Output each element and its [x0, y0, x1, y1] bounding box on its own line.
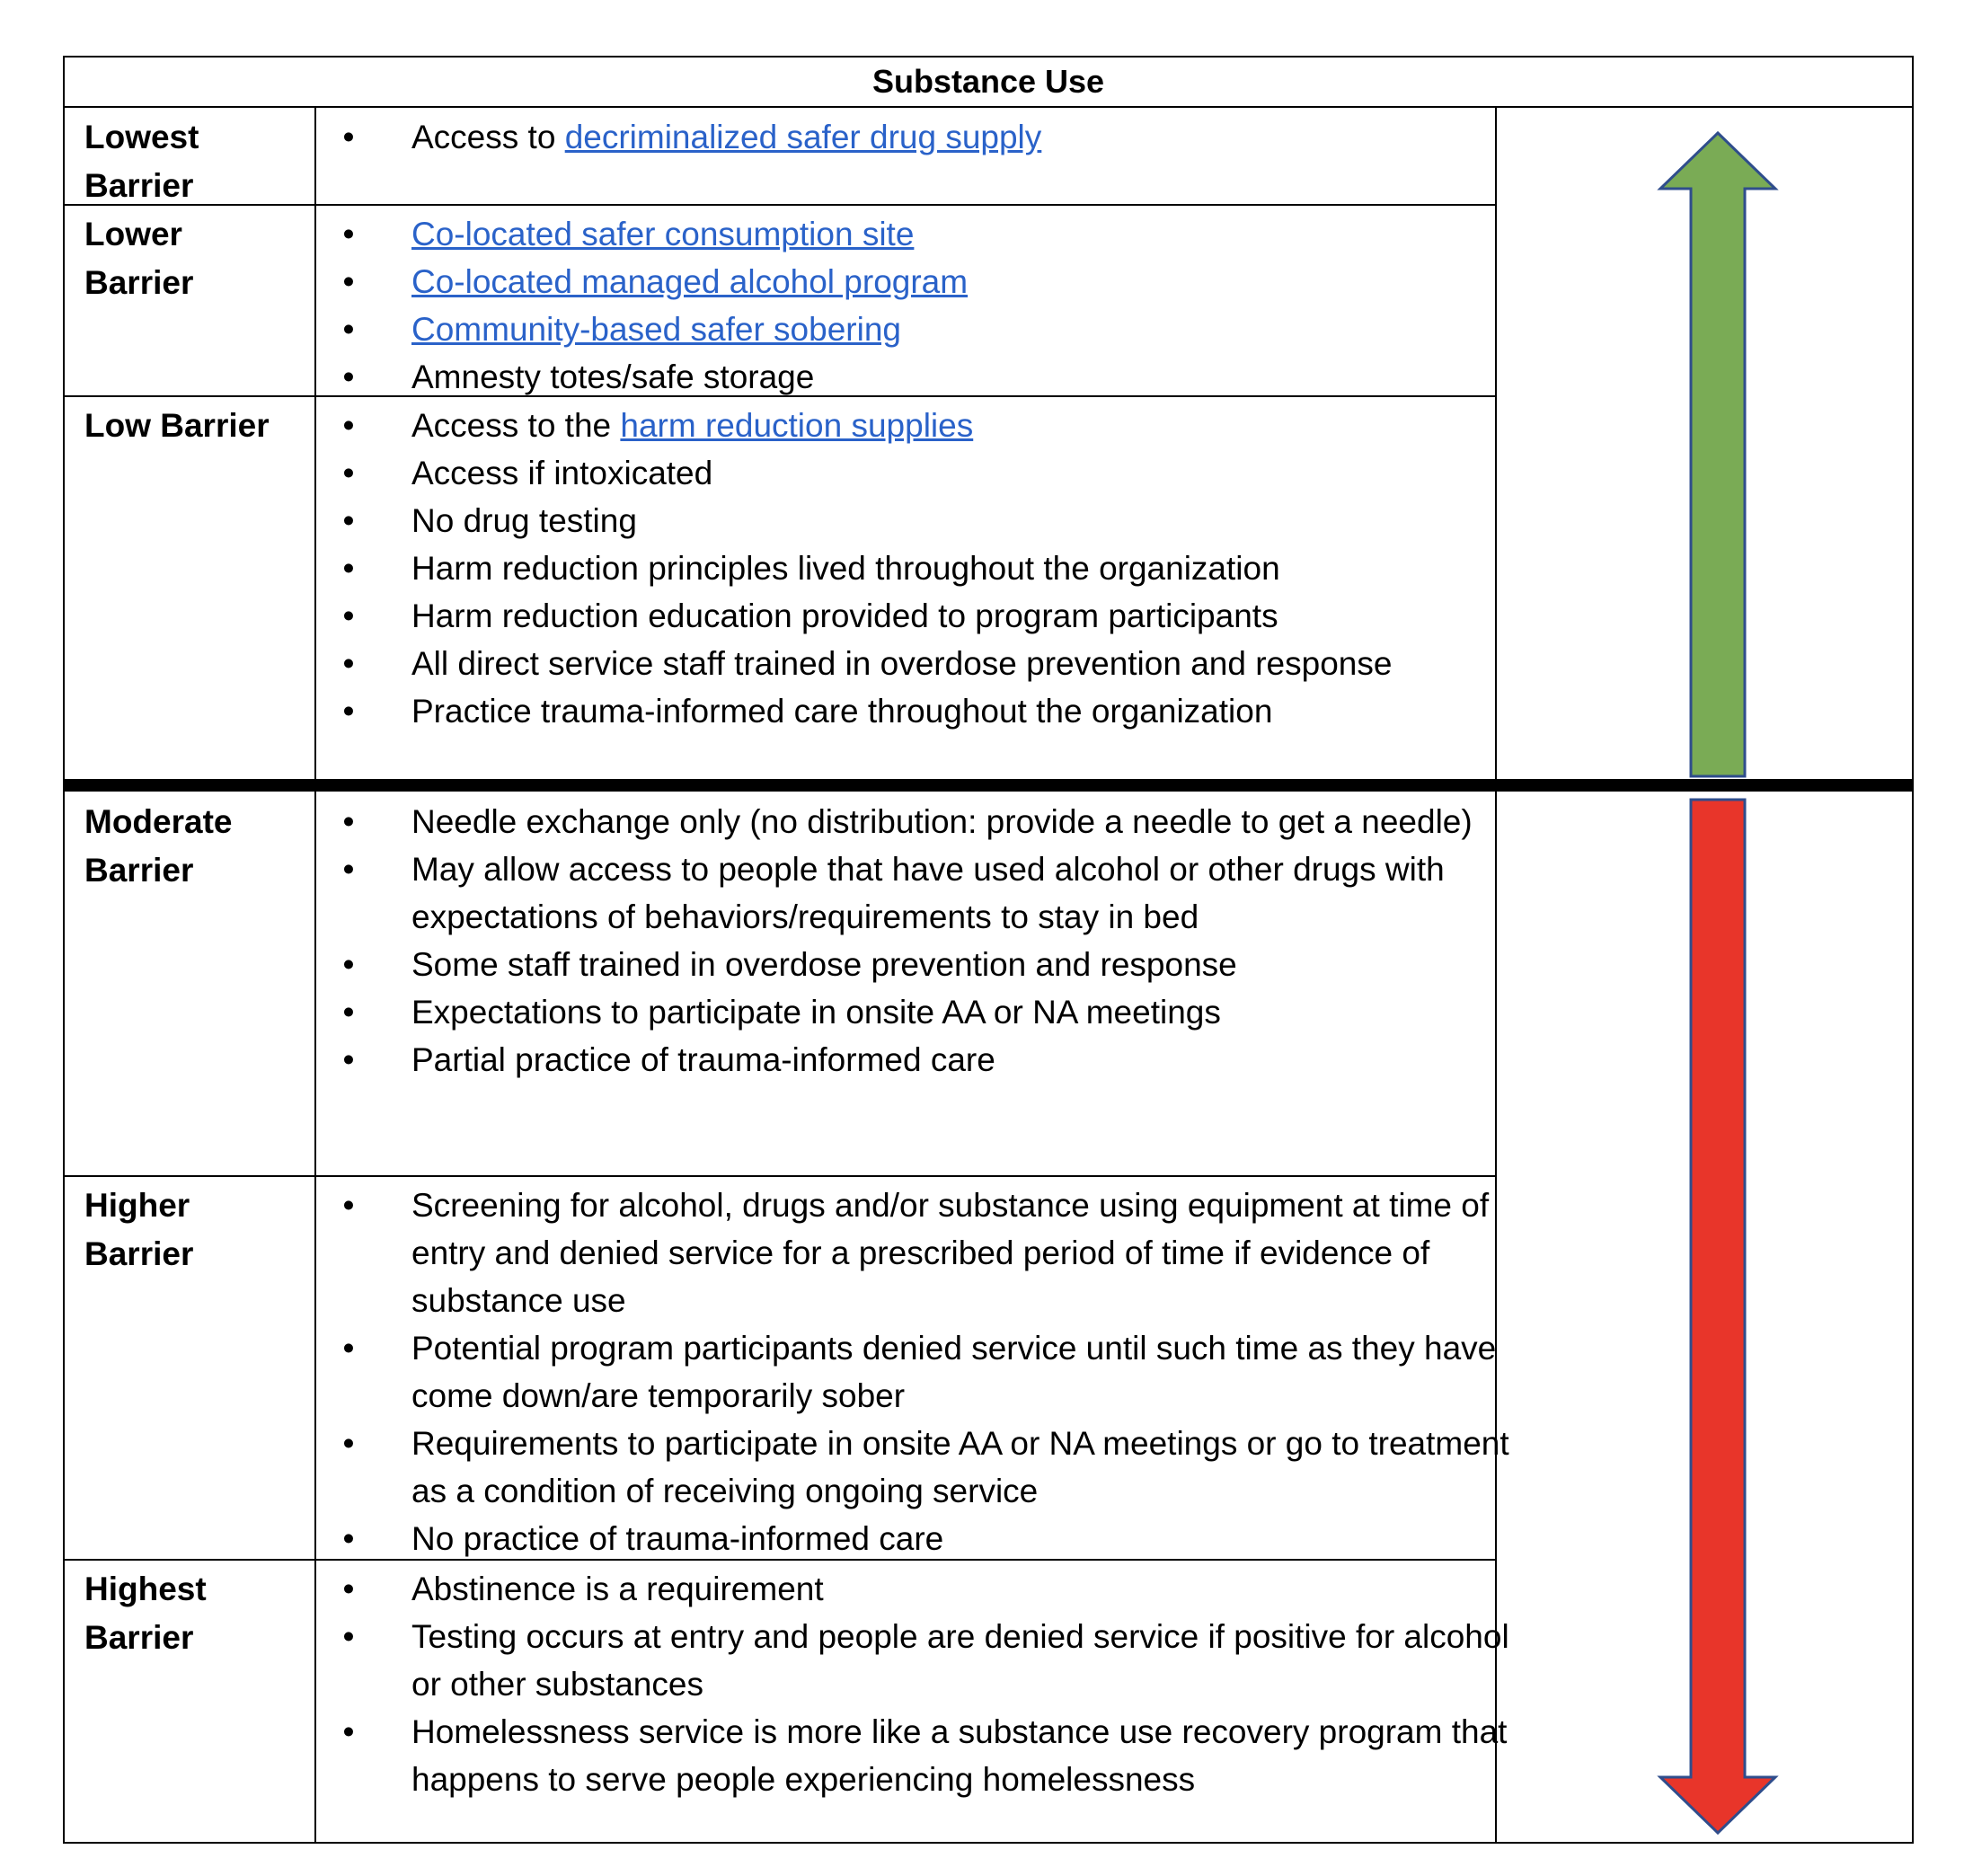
- bullet: •: [342, 851, 355, 888]
- row-label-lowest-barrier: Lowest Barrier: [84, 119, 199, 204]
- substance-use-table: [63, 56, 1914, 1844]
- bullet: •: [342, 263, 355, 300]
- bullet: •: [342, 407, 355, 444]
- bullet: •: [342, 693, 355, 730]
- bullet: •: [342, 1571, 355, 1607]
- bullet: •: [342, 550, 355, 587]
- link-decriminalized-safer-drug-supply[interactable]: decriminalized safer drug supply: [564, 119, 1042, 155]
- list-item: • Expectations to participate in onsite AA or NA meetings: [325, 988, 1538, 1036]
- list-item: • Practice trauma-informed care throughout the organization: [325, 687, 1538, 735]
- link-safer-sobering[interactable]: Community-based safer sobering: [411, 311, 901, 348]
- down-arrow-shape: [1660, 800, 1775, 1833]
- row-label-low-barrier: Low Barrier: [84, 407, 270, 444]
- row-label-lower-barrier: Lower Barrier: [84, 216, 194, 301]
- list-item: • No practice of trauma-informed care: [325, 1515, 1538, 1562]
- row-label-higher-barrier: Higher Barrier: [84, 1187, 194, 1272]
- bullet: •: [342, 1041, 355, 1078]
- list-item: • Requirements to participate in onsite AA or NA meetings or go to treatment as a condition of receiving ongoing service: [325, 1420, 1538, 1515]
- higher-barrier-list: [325, 1181, 1538, 1562]
- lowest-barrier-list: [325, 113, 1538, 161]
- bullet: •: [342, 216, 355, 252]
- table-title: Substance Use: [65, 58, 1912, 108]
- bullet: •: [342, 1713, 355, 1750]
- low-barrier-list: [325, 402, 1538, 735]
- moderate-barrier-list: [325, 798, 1538, 1084]
- list-item: • No drug testing: [325, 497, 1538, 544]
- bullet: •: [342, 645, 355, 682]
- list-item: • Abstinence is a requirement: [325, 1565, 1538, 1613]
- list-item: [325, 305, 1538, 353]
- list-item: • Testing occurs at entry and people are denied service if positive for alcohol or other substances: [325, 1613, 1538, 1708]
- list-item: • Access to decriminalized safer drug supply: [325, 113, 1538, 161]
- list-item: • Homelessness service is more like a substance use recovery program that happens to serve people experiencing homelessness: [325, 1708, 1538, 1803]
- row-divider: [65, 1175, 1497, 1177]
- bullet: •: [342, 1425, 355, 1462]
- list-item: [325, 210, 1538, 258]
- bullet: •: [342, 455, 355, 491]
- list-item: • Harm reduction education provided to program participants: [325, 592, 1538, 640]
- bullet: •: [342, 1330, 355, 1367]
- bullet: •: [342, 358, 355, 395]
- highest-barrier-list: [325, 1565, 1538, 1803]
- bullet: •: [342, 119, 355, 155]
- bullet: •: [342, 597, 355, 634]
- list-item: • May allow access to people that have used alcohol or other drugs with expectations of behaviors/requirements to stay in bed: [325, 845, 1538, 941]
- list-item: • Screening for alcohol, drugs and/or substance using equipment at time of entry and denied service for a prescribed period of time if evidence of substance use: [325, 1181, 1538, 1324]
- link-managed-alcohol-program[interactable]: Co-located managed alcohol program: [411, 263, 969, 300]
- list-item: [325, 258, 1538, 305]
- list-item: • Harm reduction principles lived throughout the organization: [325, 544, 1538, 592]
- bullet: •: [342, 946, 355, 983]
- bullet: •: [342, 994, 355, 1031]
- bullet: •: [342, 1187, 355, 1224]
- up-arrow-icon: [1655, 129, 1781, 781]
- list-item: • Amnesty totes/safe storage: [325, 353, 1538, 401]
- list-item: • Partial practice of trauma-informed care: [325, 1036, 1538, 1084]
- up-arrow-shape: [1660, 133, 1775, 776]
- link-safer-consumption-site[interactable]: Co-located safer consumption site: [411, 216, 915, 252]
- list-item: • Potential program participants denied service until such time as they have come down/are temporarily sober: [325, 1324, 1538, 1420]
- list-item: • Needle exchange only (no distribution: provide a needle to get a needle): [325, 798, 1538, 845]
- link-harm-reduction-supplies[interactable]: harm reduction supplies: [620, 407, 974, 444]
- down-arrow-icon: [1655, 796, 1781, 1838]
- bullet: •: [342, 1520, 355, 1557]
- bullet: •: [342, 1618, 355, 1655]
- bullet: •: [342, 311, 355, 348]
- list-item: • Some staff trained in overdose prevention and response: [325, 941, 1538, 988]
- list-item: • All direct service staff trained in overdose prevention and response: [325, 640, 1538, 687]
- low-moderate-divider: [65, 779, 1912, 792]
- lower-barrier-list: [325, 210, 1538, 401]
- row-label-moderate-barrier: Moderate Barrier: [84, 803, 233, 889]
- bullet: •: [342, 803, 355, 840]
- column-divider-label: [314, 108, 316, 1842]
- bullet: •: [342, 502, 355, 539]
- row-label-highest-barrier: Highest Barrier: [84, 1571, 207, 1656]
- list-item: • Access if intoxicated: [325, 449, 1538, 497]
- list-item: • Access to the harm reduction supplies: [325, 402, 1538, 449]
